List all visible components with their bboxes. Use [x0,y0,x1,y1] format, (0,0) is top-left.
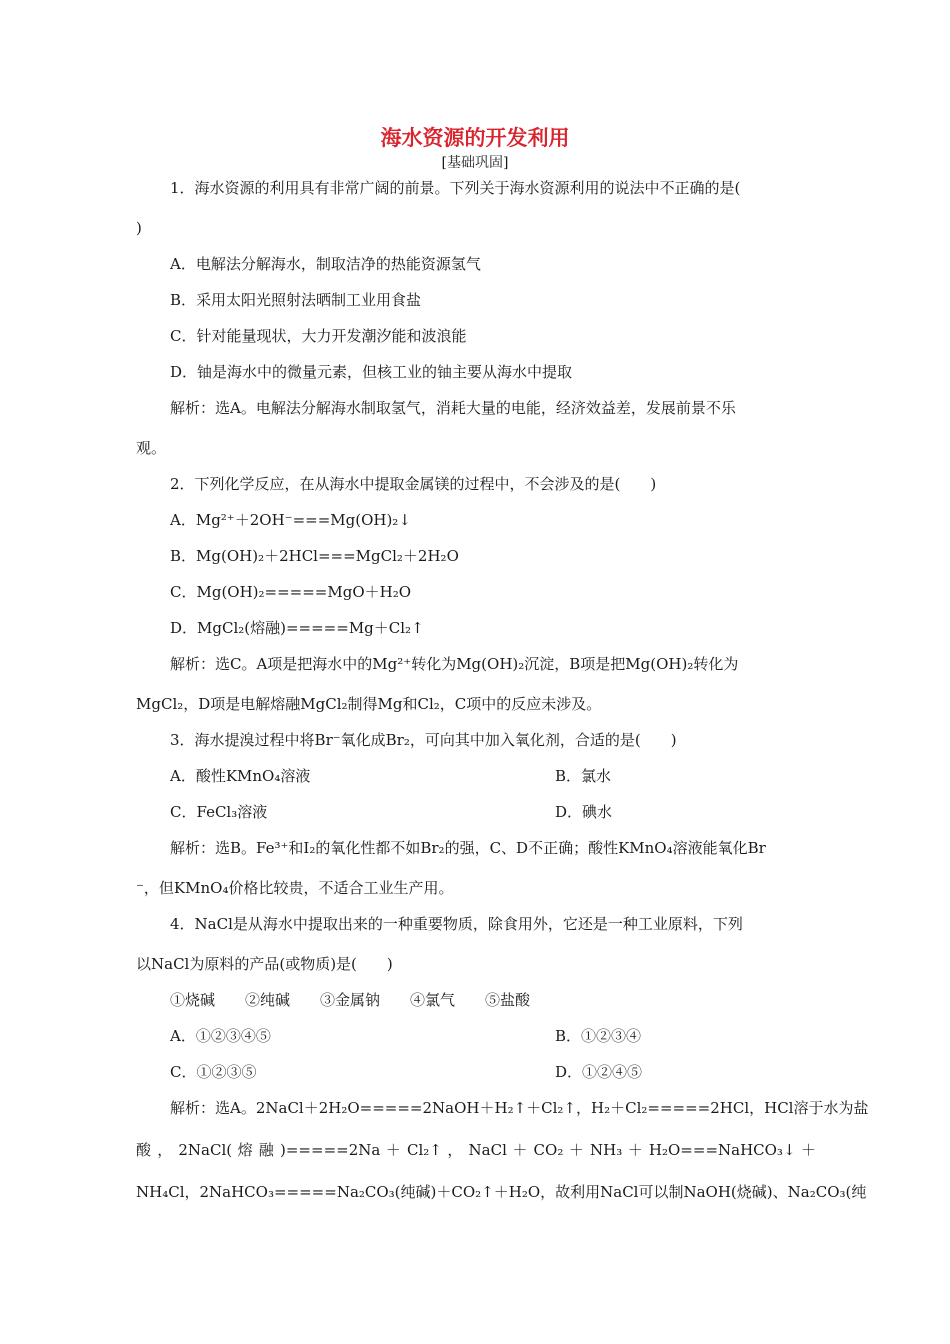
q4-stem-cont: 以NaCl为原料的产品(或物质)是( ) [136,955,393,973]
q4-answer: 解析：选A。2NaCl＋2H₂O=====2NaOH＋H₂↑＋Cl₂↑，H₂＋Cl₂=====2HCl，HCl溶于水为盐 [170,1099,869,1117]
q2-stem: 2．下列化学反应，在从海水中提取金属镁的过程中，不会涉及的是( ) [170,475,657,493]
q4-answer-cont-2: NH₄Cl，2NaHCO₃=====Na₂CO₃(纯碱)＋CO₂↑＋H₂O，故利用NaCl可以制NaOH(烧碱)、Na₂CO₃(纯 [136,1183,867,1201]
q2-option-c: C．Mg(OH)₂=====MgO＋H₂O [170,583,412,601]
q1-stem: 1．海水资源的利用具有非常广阔的前景。下列关于海水资源利用的说法中不正确的是( [170,179,741,197]
q1-answer: 解析：选A。电解法分解海水制取氢气，消耗大量的电能，经济效益差，发展前景不乐 [170,399,736,417]
q3-answer-cont: ⁻，但KMnO₄价格比较贵，不适合工业生产用。 [136,879,454,897]
q1-option-a: A．电解法分解海水，制取洁净的热能资源氢气 [170,255,481,273]
q2-option-b: B．Mg(OH)₂＋2HCl===MgCl₂＋2H₂O [170,547,459,565]
q1-stem-cont: ) [136,219,142,237]
page-title: 海水资源的开发利用 [380,126,570,150]
q4-option-d: D．①②④⑤ [555,1063,643,1081]
q4-stem: 4．NaCl是从海水中提取出来的一种重要物质，除食用外，它还是一种工业原料，下列 [170,915,743,933]
q1-option-d: D．铀是海水中的微量元素，但核工业的铀主要从海水中提取 [170,363,573,381]
q4-answer-cont: 酸 ， 2NaCl( 熔 融 )=====2Na ＋ Cl₂↑ ， NaCl ＋ CO₂ ＋ NH₃ ＋ H₂O===NaHCO₃↓ ＋ [136,1141,816,1159]
q2-answer: 解析：选C。A项是把海水中的Mg²⁺转化为Mg(OH)₂沉淀，B项是把Mg(OH)₂转化为 [170,655,739,673]
q4-option-a: A．①②③④⑤ [170,1027,271,1045]
section-subtitle: [基础巩固] [441,155,509,171]
q3-stem: 3．海水提溴过程中将Br⁻氧化成Br₂，可向其中加入氧化剂，合适的是( ) [170,731,677,749]
q3-answer: 解析：选B。Fe³⁺和I₂的氧化性都不如Br₂的强，C、D不正确；酸性KMnO₄溶液能氧化Br [170,839,766,857]
q3-option-a: A．酸性KMnO₄溶液 [170,767,311,785]
q4-items: ①烧碱 ②纯碱 ③金属钠 ④氯气 ⑤盐酸 [170,991,531,1009]
q2-option-d: D．MgCl₂(熔融)=====Mg＋Cl₂↑ [170,619,424,637]
q3-option-c: C．FeCl₃溶液 [170,803,268,821]
q2-answer-cont: MgCl₂，D项是电解熔融MgCl₂制得Mg和Cl₂，C项中的反应未涉及。 [136,695,602,713]
q1-option-b: B．采用太阳光照射法晒制工业用食盐 [170,291,422,309]
q3-option-d: D．碘水 [555,803,613,821]
q4-option-b: B．①②③④ [555,1027,642,1045]
q4-option-c: C．①②③⑤ [170,1063,257,1081]
q2-option-a: A．Mg²⁺＋2OH⁻===Mg(OH)₂↓ [170,511,411,529]
q1-answer-cont: 观。 [136,439,167,457]
q3-option-b: B．氯水 [555,767,612,785]
q1-option-c: C．针对能量现状，大力开发潮汐能和波浪能 [170,327,467,345]
